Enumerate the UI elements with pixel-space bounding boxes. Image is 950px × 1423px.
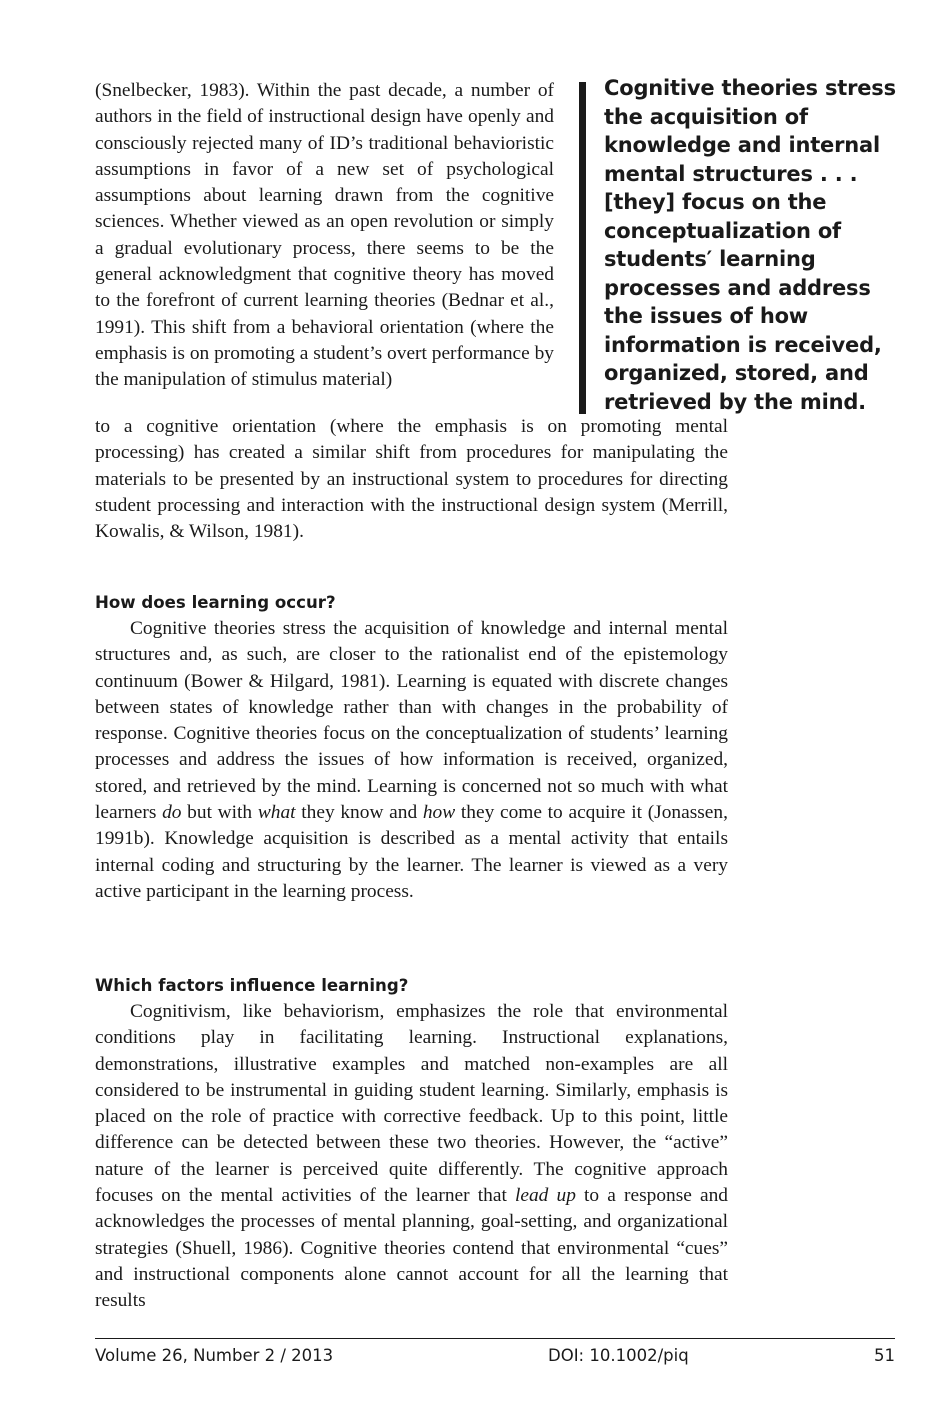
text-run: Cognitivism, like behaviorism, emphasizes the role that environmental conditions play in facilitating learning. Instructional explanations, demonstrations, illustrative examples and matched non-examples are all considered to be instrumental in guiding student learning. Similarly, emphasis is placed on the role of practice with corrective feedback. Up to this point, little difference can be detected between these two theories. However, the “active” nature of the learner is perceived quite differently. The cognitive approach focuses on the mental activities of the learner that: [95, 1001, 728, 1207]
italic-text: what: [257, 802, 296, 824]
text-run: but with: [187, 802, 253, 824]
section-heading: How does learning occur?: [95, 593, 336, 612]
section-paragraph: [95, 616, 728, 905]
footer-volume: Volume 26, Number 2 / 2013: [95, 1346, 334, 1365]
footer-doi: DOI: 10.1002/piq: [548, 1346, 689, 1365]
text-run: Cognitive theories stress the acquisition of knowledge and internal mental structures and, as such, are closer to the rationalist end of the epistemology continuum (Bower & Hilgard, 1981). Learning is equated with discrete changes between states of knowledge rather than with changes in the probability of response. Cognitive theories focus on the conceptualization of students’ learning processes and address the issues of how information is received, organized, stored, and retrieved by the mind. Learning is concerned not so much with what learners: [95, 618, 728, 824]
intro-paragraph-start: (Snelbecker, 1983). Within the past decade, a number of authors in the field of instructional design have openly and consciously rejected many of ID’s traditional behavioristic assumptions in favor of a new set of psychological assumptions about learning drawn from the cognitive sciences. Whether viewed as an open revolution or simply a gradual evolutionary process, there seems to be the general acknowledgment that cognitive theory has moved to the forefront of current learning theories (Bednar et al., 1991). This shift from a behavioral orientation (where the emphasis is on promoting a student’s overt performance by the manipulation of stimulus material): [95, 80, 554, 391]
pullquote-bar: [579, 82, 586, 414]
footer-page-number: 51: [874, 1346, 895, 1365]
section-heading: Which factors influence learning?: [95, 976, 409, 995]
text-run: they know and: [301, 802, 418, 824]
italic-text: do: [162, 802, 182, 824]
section-factors-influence-learning: [95, 973, 728, 1315]
page-footer: [95, 1345, 895, 1367]
section-how-learning-occurs: [95, 590, 728, 905]
pullquote: Cognitive theories stress the acquisition of knowledge and internal mental structures . . . [they] focus on the conceptualization of students′ learning processes and address the issues of how information is received, organized, stored, and retrieved by the mind.: [604, 76, 896, 414]
italic-text: lead up: [514, 1185, 576, 1207]
text-run: to a response and acknowledges the processes of mental planning, goal-setting, and organizational strategies (Shuell, 1986). Cognitive theories contend that environmental “cues” and instructional components alone cannot account for all the learning that results: [95, 1185, 728, 1312]
footer-rule: [95, 1338, 895, 1339]
italic-text: how: [422, 802, 456, 824]
text-run: they come to acquire it (Jonassen, 1991b). Knowledge acquisition is described as a mental activity that entails internal coding and structuring by the learner. The learner is viewed as a very active participant in the learning process.: [95, 802, 728, 902]
intro-paragraph-end: to a cognitive orientation (where the emphasis is on promoting mental processing) has created a similar shift from procedures for manipulating the materials to be presented by an instructional system to procedures for directing student processing and interaction with the instructional design system (Merrill, Kowalis, & Wilson, 1981).: [95, 416, 728, 543]
section-paragraph: [95, 999, 728, 1315]
